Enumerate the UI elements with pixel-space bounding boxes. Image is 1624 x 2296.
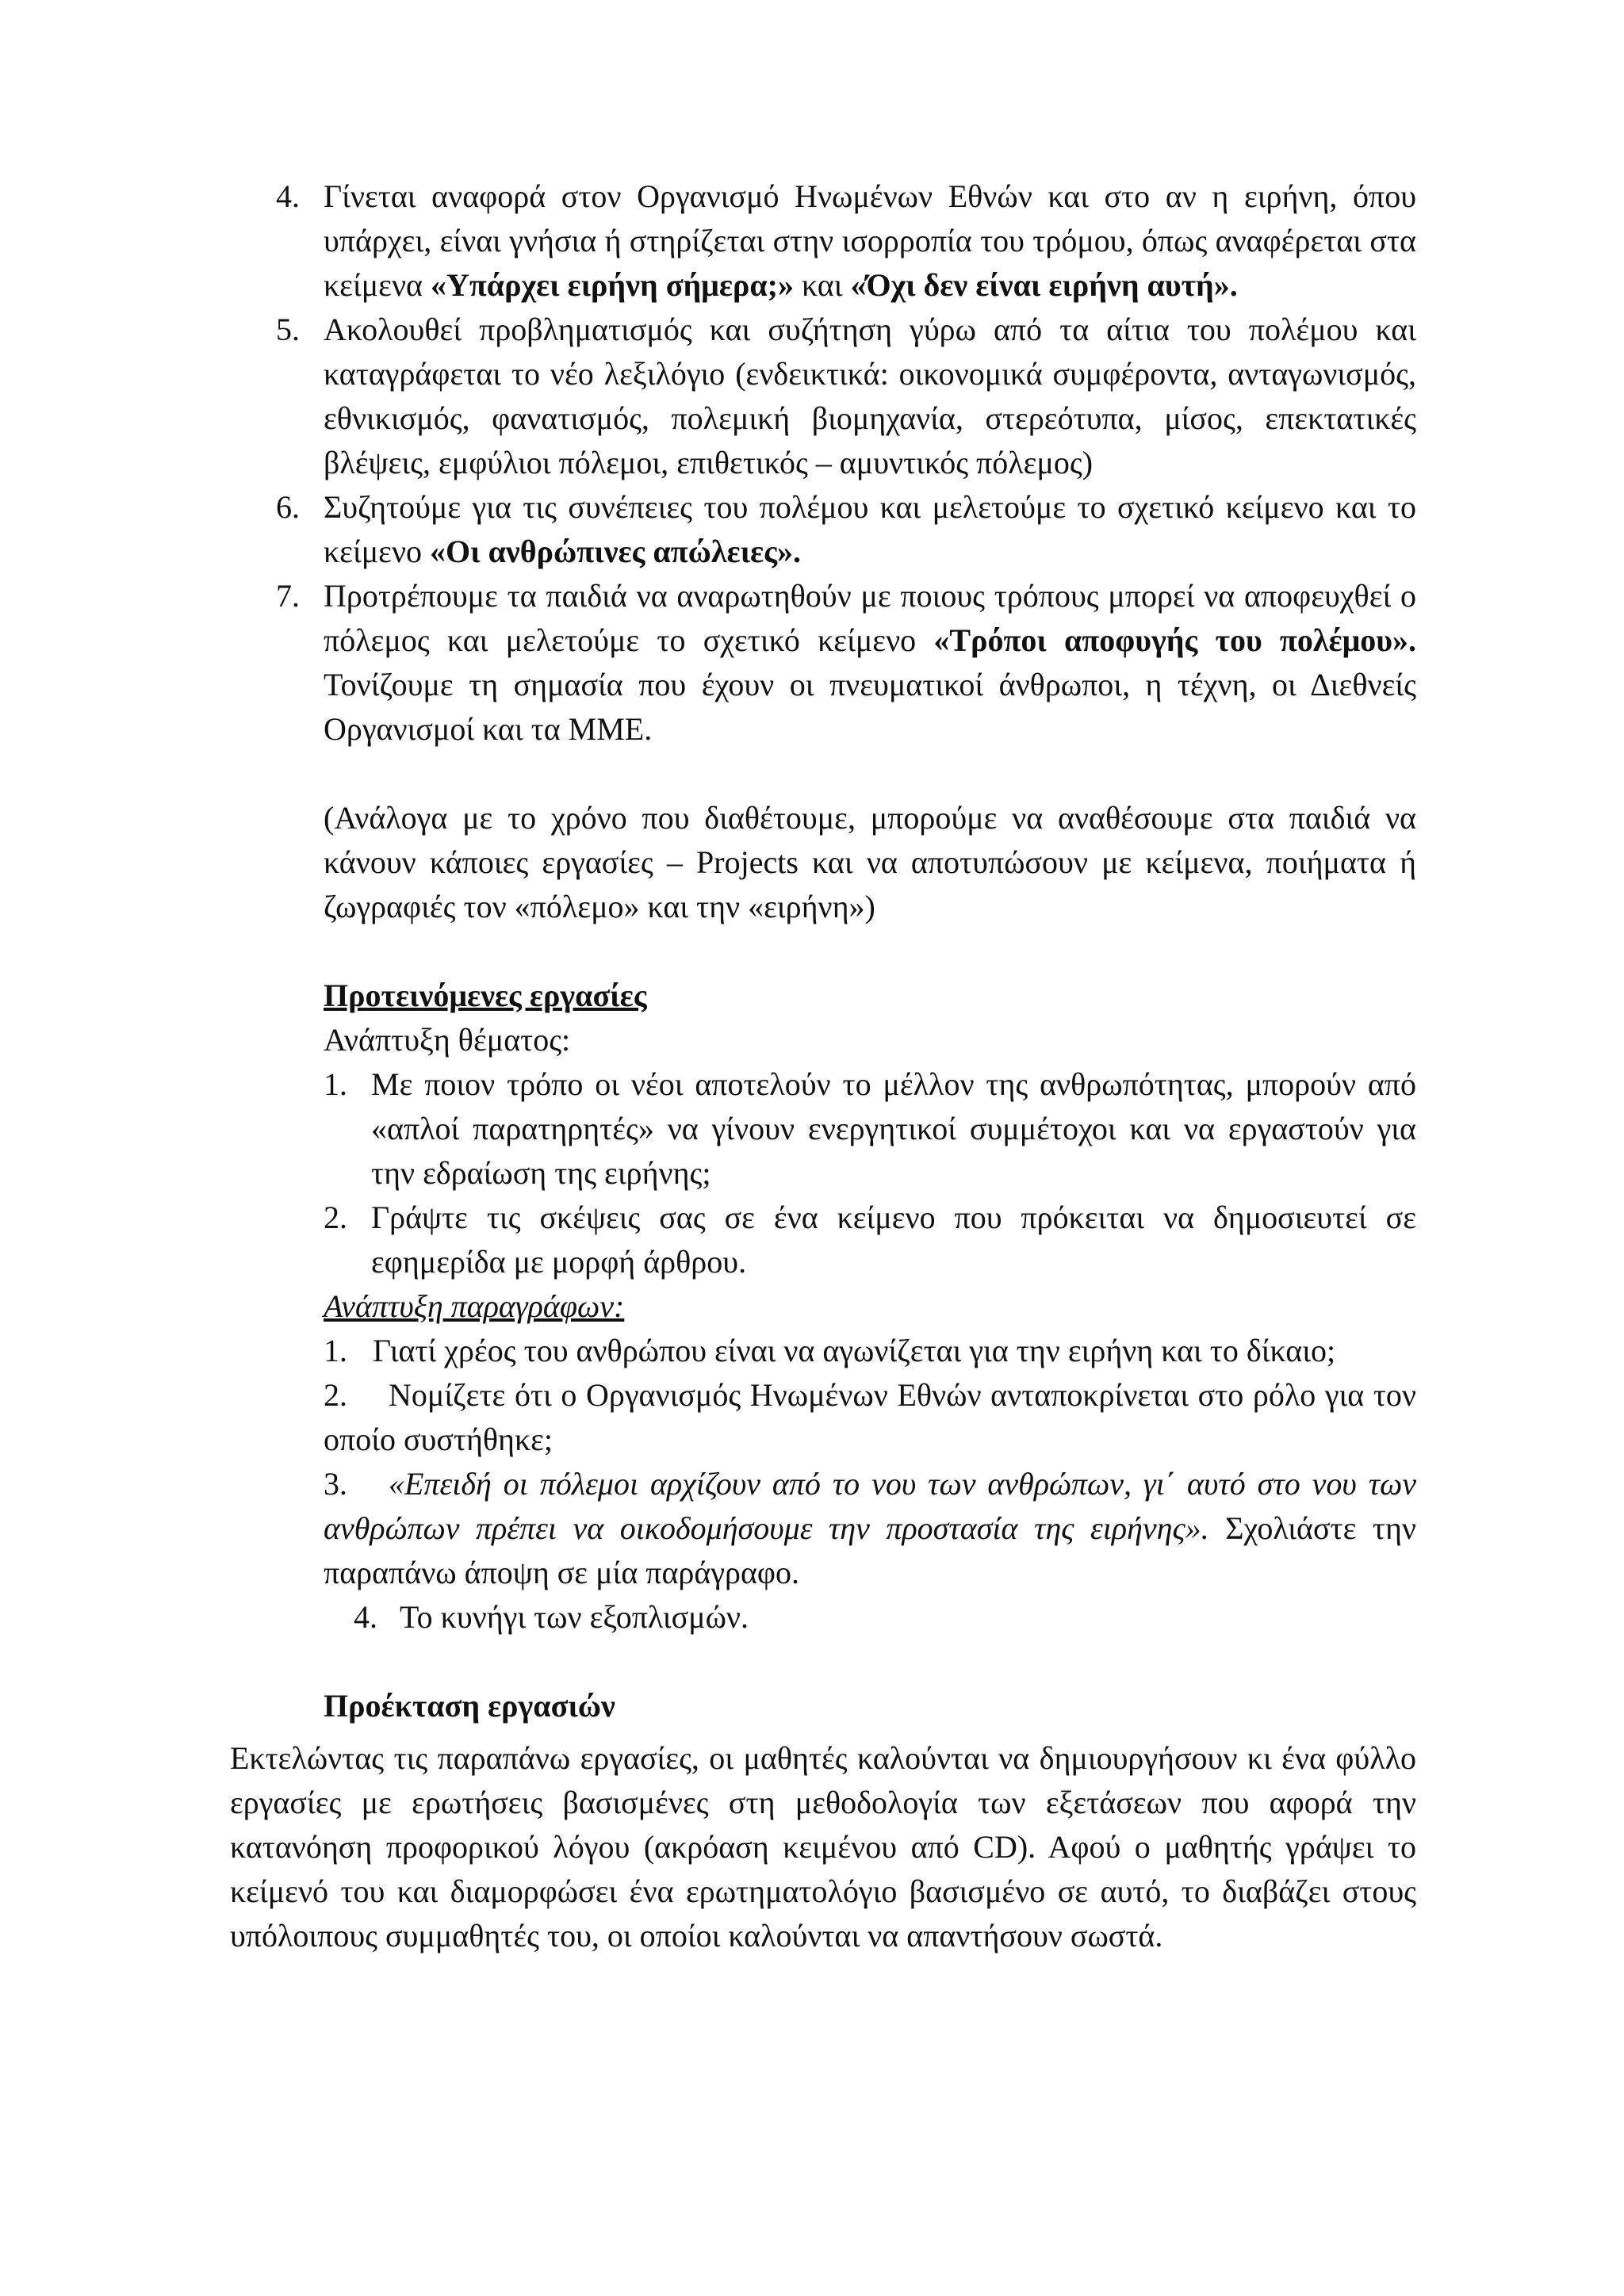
spacer <box>230 1640 1416 1684</box>
extension-heading: Προέκταση εργασιών <box>324 1688 615 1724</box>
text-title-bold: «Όχι δεν είναι ειρήνη αυτή». <box>850 267 1238 303</box>
list-item-text: Ακολουθεί προβληματισμός και συζήτηση γύρω από τα αίτια του πολέμου και καταγράφεται το νέο λεξιλόγιο (ενδεικτικά: οικονομικά συμφέροντα, ανταγωνισμός, εθνικισμός, φανατισμός, πολεμική βιομηχανία, στερεότυπα, μίσος, επεκτατικές βλέψεις, εμφύλιοι πόλεμοι, επιθετικός – αμυντικός πόλεμος) <box>324 312 1416 480</box>
spacer <box>230 752 1416 796</box>
activity-list <box>230 174 1416 752</box>
list-item <box>230 574 1416 752</box>
list-item-number: 1. <box>324 1066 347 1102</box>
list-item <box>230 308 1416 485</box>
topic-subheading: Ανάπτυξη θέματος: <box>324 1022 571 1058</box>
list-item <box>230 174 1416 308</box>
list-item <box>230 1462 1416 1595</box>
list-item-text: Τονίζουμε τη σημασία που έχουν οι πνευματικοί άνθρωποι, η τέχνη, οι Διεθνείς Οργανισμοί και τα ΜΜΕ. <box>324 667 1416 747</box>
list-item <box>230 1373 1416 1462</box>
list-item-text: και <box>794 267 851 303</box>
paragraph-subheading: Ανάπτυξη παραγράφων: <box>324 1288 625 1324</box>
list-item <box>230 1329 1416 1373</box>
quote-italic: «Επειδή οι πόλεμοι αρχίζουν από το νου των ανθρώπων, γι΄ αυτό στο νου των ανθρώπων πρέπει να οικοδομήσουμε την προστασία της ειρήνης». <box>324 1466 1416 1546</box>
document-body <box>230 174 1416 1728</box>
list-item <box>230 1595 1416 1640</box>
list-item-text: Το κυνήγι των εξοπλισμών. <box>400 1599 749 1635</box>
list-item-text: Με ποιον τρόπο οι νέοι αποτελούν το μέλλον της ανθρωπότητας, μπορούν από «απλοί παρατηρητές» να γίνουν ενεργητικοί συμμέτοχοι και να εργαστούν για την εδραίωση της ειρήνης; <box>371 1066 1416 1191</box>
list-item-number: 4. <box>354 1599 377 1635</box>
text-title-bold: «Οι ανθρώπινες απώλειες». <box>430 534 802 569</box>
list-item-number: 5. <box>276 312 300 347</box>
list-item-number: 1. <box>324 1333 347 1368</box>
list-item-text: Συζητούμε για τις συνέπειες του πολέμου και μελετούμε το σχετικό κείμενο και το κείμενο <box>324 489 1416 569</box>
text-title-bold: «Υπάρχει ειρήνη σήμερα;» <box>431 267 794 303</box>
list-item-number: 7. <box>276 578 300 614</box>
spacer <box>230 929 1416 974</box>
list-item <box>230 485 1416 574</box>
extension-paragraph: Εκτελώντας τις παραπάνω εργασίες, οι μαθητές καλούνται να δημιουργήσουν κι ένα φύλλο εργασίες με ερωτήσεις βασισμένες στη μεθοδολογία των εξετάσεων που αφορά την κατανόηση προφορικού λόγου (ακρόαση κειμένου από CD). Αφού ο μαθητής γράψει το κείμενό του και διαμορφώσει ένα ερωτηματολόγιο βασισμένο σε αυτό, το διαβάζει στους υπόλοιπους συμμαθητές του, οι οποίοι καλούνται να απαντήσουν σωστά. <box>230 1740 1416 1954</box>
list-item-number: 3. <box>324 1466 347 1502</box>
list-item-text: Γιατί χρέος του ανθρώπου είναι να αγωνίζεται για την ειρήνη και το δίκαιο; <box>373 1333 1336 1368</box>
list-item-number: 2. <box>324 1377 347 1413</box>
list-item-number: 4. <box>276 178 300 214</box>
list-item-text: Γράψτε τις σκέψεις σας σε ένα κείμενο που πρόκειται να δημοσιευτεί σε εφημερίδα με μορφή άρθρου. <box>371 1200 1416 1280</box>
list-item-text: Σχολιάστε την παραπάνω άποψη σε μία παράγραφο. <box>324 1510 1416 1590</box>
list-item <box>230 1062 1416 1196</box>
list-item-text: Γίνεται αναφορά στον Οργανισμό Ηνωμένων Εθνών και στο αν η ειρήνη, όπου υπάρχει, είναι γνήσια ή στηρίζεται στην ισορροπία του τρόμου, όπως αναφέρεται στα κείμενα <box>324 178 1416 303</box>
topic-list <box>230 1062 1416 1284</box>
note-paragraph: (Ανάλογα με το χρόνο που διαθέτουμε, μπορούμε να αναθέσουμε στα παιδιά να κάνουν κάποιες εργασίες – Projects και να αποτυπώσουν με κείμενα, ποιήματα ή ζωγραφιές τον «πόλεμο» και την «ειρήνη») <box>324 800 1416 924</box>
list-item-text: Προτρέπουμε τα παιδιά να αναρωτηθούν με ποιους τρόπους μπορεί να αποφευχθεί ο πόλεμος και μελετούμε το σχετικό κείμενο <box>324 578 1416 658</box>
list-item-number: 6. <box>276 489 300 525</box>
text-title-bold: «Τρόποι αποφυγής του πολέμου». <box>933 622 1417 658</box>
list-item-text: Νομίζετε ότι ο Οργανισμός Ηνωμένων Εθνών ανταποκρίνεται στο ρόλο για τον οποίο συστήθηκε; <box>324 1377 1416 1457</box>
list-item <box>230 1196 1416 1284</box>
proposed-heading: Προτεινόμενες εργασίες <box>324 978 647 1013</box>
list-item-number: 2. <box>324 1200 347 1235</box>
